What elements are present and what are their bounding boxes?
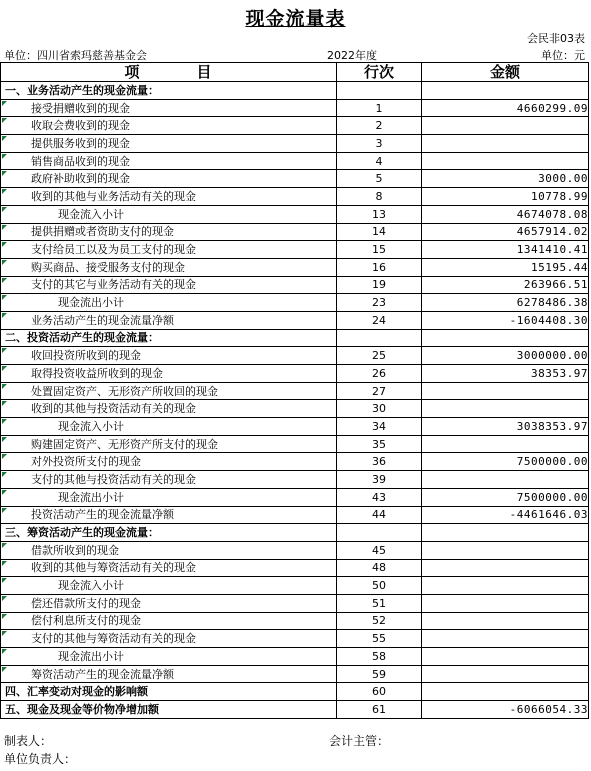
table-row — [1, 347, 589, 365]
row-amount: 3000.00 — [422, 170, 589, 188]
row-amount — [422, 524, 589, 542]
row-line-no: 61 — [337, 701, 422, 719]
row-line-no: 35 — [337, 435, 422, 453]
table-row — [1, 435, 589, 453]
form-code: 会民非03表 — [527, 32, 585, 45]
row-amount: 15195.44 — [422, 258, 589, 276]
table-row — [1, 311, 589, 329]
row-line-no: 26 — [337, 365, 422, 383]
table-row — [1, 559, 589, 577]
section-row — [1, 329, 589, 347]
row-line-no: 45 — [337, 541, 422, 559]
row-line-no — [337, 329, 422, 347]
row-item: 销售商品收到的现金 — [1, 152, 337, 170]
table-row — [1, 577, 589, 595]
header-item — [1, 63, 337, 82]
row-amount — [422, 559, 589, 577]
row-item: 二、投资活动产生的现金流量： — [1, 329, 337, 347]
row-item: 收取会费收到的现金 — [1, 117, 337, 135]
row-amount: 3000000.00 — [422, 347, 589, 365]
cash-flow-table — [0, 62, 589, 719]
report-title: 现金流量表 — [245, 8, 346, 30]
row-item: 三、筹资活动产生的现金流量： — [1, 524, 337, 542]
row-line-no: 16 — [337, 258, 422, 276]
row-line-no: 55 — [337, 630, 422, 648]
row-item: 现金流入小计 — [1, 418, 337, 436]
section-row — [1, 82, 589, 100]
row-line-no: 1 — [337, 99, 422, 117]
row-line-no: 4 — [337, 152, 422, 170]
row-amount: 3038353.97 — [422, 418, 589, 436]
table-row — [1, 276, 589, 294]
row-amount — [422, 594, 589, 612]
row-line-no: 59 — [337, 665, 422, 683]
row-item: 现金流出小计 — [1, 488, 337, 506]
table-row — [1, 665, 589, 683]
row-amount: 10778.99 — [422, 188, 589, 206]
row-item: 投资活动产生的现金流量净额 — [1, 506, 337, 524]
row-item: 五、现金及现金等价物净增加额 — [1, 701, 337, 719]
table-row — [1, 506, 589, 524]
table-row — [1, 382, 589, 400]
table-row — [1, 648, 589, 666]
row-line-no: 30 — [337, 400, 422, 418]
table-row — [1, 258, 589, 276]
row-item: 现金流入小计 — [1, 205, 337, 223]
row-line-no: 23 — [337, 294, 422, 312]
row-item: 筹资活动产生的现金流量净额 — [1, 665, 337, 683]
table-row — [1, 152, 589, 170]
table-row — [1, 541, 589, 559]
table-row — [1, 205, 589, 223]
row-line-no: 36 — [337, 453, 422, 471]
reporting-unit: 单位：四川省索玛慈善基金会 — [4, 49, 147, 62]
row-line-no: 25 — [337, 347, 422, 365]
row-amount — [422, 435, 589, 453]
prepared-by-label: 制表人： — [4, 734, 53, 748]
row-item: 接受捐赠收到的现金 — [1, 99, 337, 117]
row-amount — [422, 152, 589, 170]
row-amount — [422, 630, 589, 648]
row-amount — [422, 665, 589, 683]
row-item: 提供捐赠或者资助支付的现金 — [1, 223, 337, 241]
row-line-no: 15 — [337, 241, 422, 259]
row-item: 收到的其他与投资活动有关的现金 — [1, 400, 337, 418]
table-row — [1, 294, 589, 312]
row-item: 四、汇率变动对现金的影响额 — [1, 683, 337, 701]
row-line-no: 3 — [337, 135, 422, 153]
row-item: 购买商品、接受服务支付的现金 — [1, 258, 337, 276]
unit-head-label: 单位负责人： — [4, 752, 77, 766]
row-amount — [422, 400, 589, 418]
row-item: 对外投资所支付的现金 — [1, 453, 337, 471]
table-row — [1, 418, 589, 436]
table-row — [1, 241, 589, 259]
row-amount — [422, 683, 589, 701]
row-amount: 7500000.00 — [422, 453, 589, 471]
row-line-no: 14 — [337, 223, 422, 241]
row-item: 提供服务收到的现金 — [1, 135, 337, 153]
table-row — [1, 135, 589, 153]
row-item: 现金流出小计 — [1, 648, 337, 666]
row-line-no: 8 — [337, 188, 422, 206]
row-item: 偿还借款所支付的现金 — [1, 594, 337, 612]
row-line-no: 39 — [337, 471, 422, 489]
table-row — [1, 594, 589, 612]
section-row — [1, 683, 589, 701]
row-item: 支付的其他与投资活动有关的现金 — [1, 471, 337, 489]
table-row — [1, 223, 589, 241]
row-line-no: 60 — [337, 683, 422, 701]
row-item: 收回投资所收到的现金 — [1, 347, 337, 365]
row-amount — [422, 117, 589, 135]
row-line-no: 19 — [337, 276, 422, 294]
row-line-no — [337, 524, 422, 542]
row-amount: -1604408.30 — [422, 311, 589, 329]
row-amount: 4660299.09 — [422, 99, 589, 117]
table-row — [1, 117, 589, 135]
report-year: 2022年度 — [327, 49, 377, 62]
row-line-no: 50 — [337, 577, 422, 595]
row-amount — [422, 329, 589, 347]
table-row — [1, 188, 589, 206]
row-amount: 7500000.00 — [422, 488, 589, 506]
row-item: 收到的其他与筹资活动有关的现金 — [1, 559, 337, 577]
table-row — [1, 630, 589, 648]
row-amount: -6066054.33 — [422, 701, 589, 719]
row-line-no: 52 — [337, 612, 422, 630]
row-item: 收到的其他与业务活动有关的现金 — [1, 188, 337, 206]
row-amount — [422, 135, 589, 153]
table-row — [1, 365, 589, 383]
row-amount: 263966.51 — [422, 276, 589, 294]
header-item-char-2: 目 — [196, 62, 213, 81]
row-item: 支付的其他与筹资活动有关的现金 — [1, 630, 337, 648]
table-header-row — [1, 63, 589, 82]
row-item: 支付的其它与业务活动有关的现金 — [1, 276, 337, 294]
row-line-no: 24 — [337, 311, 422, 329]
row-item: 现金流出小计 — [1, 294, 337, 312]
row-line-no — [337, 82, 422, 100]
row-item: 一、业务活动产生的现金流量： — [1, 82, 337, 100]
row-line-no: 34 — [337, 418, 422, 436]
table-row — [1, 400, 589, 418]
row-amount: 6278486.38 — [422, 294, 589, 312]
row-item: 业务活动产生的现金流量净额 — [1, 311, 337, 329]
row-line-no: 44 — [337, 506, 422, 524]
table-row — [1, 612, 589, 630]
row-line-no: 2 — [337, 117, 422, 135]
row-item: 支付给员工以及为员工支付的现金 — [1, 241, 337, 259]
row-line-no: 51 — [337, 594, 422, 612]
row-item: 偿付利息所支付的现金 — [1, 612, 337, 630]
row-line-no: 5 — [337, 170, 422, 188]
row-amount — [422, 82, 589, 100]
row-amount — [422, 577, 589, 595]
row-amount: 1341410.41 — [422, 241, 589, 259]
table-row — [1, 471, 589, 489]
row-amount: -4461646.03 — [422, 506, 589, 524]
table-body — [1, 82, 589, 719]
row-item: 政府补助收到的现金 — [1, 170, 337, 188]
row-line-no: 13 — [337, 205, 422, 223]
table-row — [1, 99, 589, 117]
table-row — [1, 170, 589, 188]
currency-unit: 单位：元 — [541, 49, 585, 62]
row-item: 取得投资收益所收到的现金 — [1, 365, 337, 383]
row-line-no: 43 — [337, 488, 422, 506]
row-amount — [422, 648, 589, 666]
row-amount: 4657914.02 — [422, 223, 589, 241]
row-line-no: 58 — [337, 648, 422, 666]
table-row — [1, 453, 589, 471]
header-line-no: 行次 — [337, 63, 422, 82]
table-row — [1, 488, 589, 506]
row-amount — [422, 471, 589, 489]
section-row — [1, 524, 589, 542]
row-amount: 38353.97 — [422, 365, 589, 383]
row-line-no: 27 — [337, 382, 422, 400]
row-amount — [422, 541, 589, 559]
row-line-no: 48 — [337, 559, 422, 577]
accountant-label: 会计主管： — [329, 734, 390, 748]
row-amount: 4674078.08 — [422, 205, 589, 223]
row-item: 借款所收到的现金 — [1, 541, 337, 559]
header-amount: 金额 — [422, 63, 589, 82]
row-item: 购建固定资产、无形资产所支付的现金 — [1, 435, 337, 453]
row-item: 现金流入小计 — [1, 577, 337, 595]
row-item: 处置固定资产、无形资产所收回的现金 — [1, 382, 337, 400]
row-amount — [422, 612, 589, 630]
row-amount — [422, 382, 589, 400]
section-row — [1, 701, 589, 719]
header-item-char-1: 项 — [124, 62, 141, 81]
